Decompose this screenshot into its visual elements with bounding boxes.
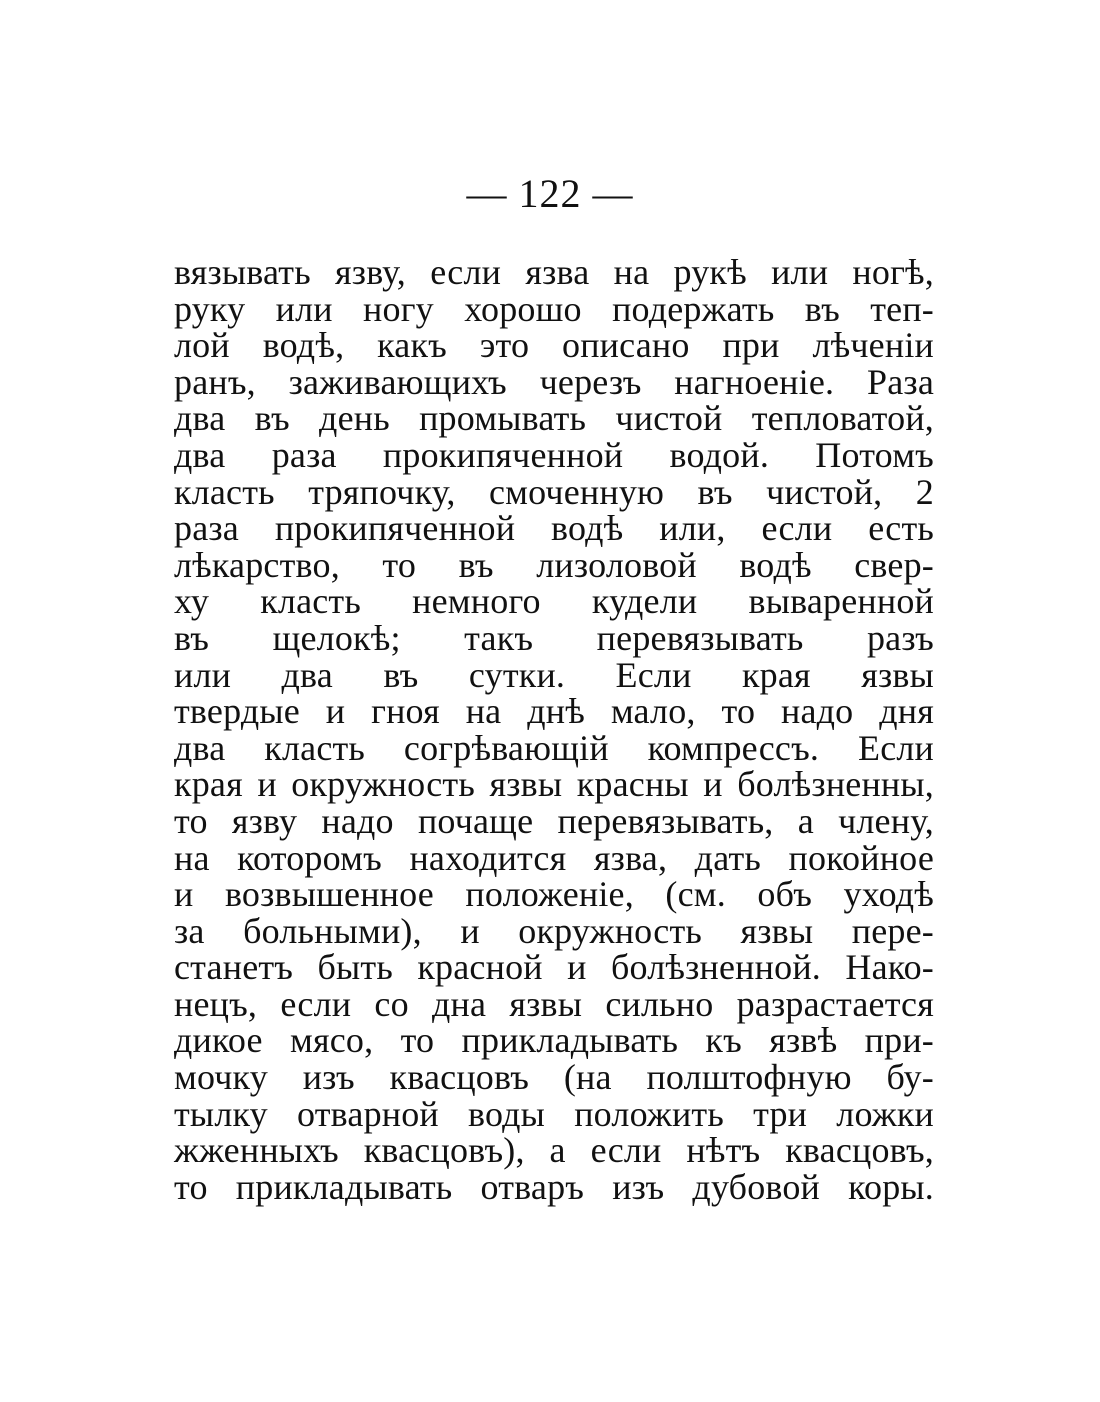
text-line: раза прокипяченной водѣ или, если есть: [174, 508, 934, 549]
text-line: лой водѣ, какъ это описано при лѣченіи: [174, 325, 934, 366]
text-line: вязывать язву, если язва на рукѣ или ногѣ,: [174, 252, 934, 292]
text-line: твердые и гноя на днѣ мало, то надо дня: [174, 691, 934, 732]
text-line: ранъ, заживающихъ черезъ нагноеніе. Раза: [174, 361, 934, 402]
page-number: — 122 —: [466, 171, 634, 216]
text-line: края и окружность язвы красны и болѣзненны,: [174, 764, 934, 805]
text-line: лѣкарство, то въ лизоловой водѣ свер-: [174, 544, 934, 585]
text-line: два въ день промывать чистой тепловатой,: [174, 398, 934, 439]
text-line: станетъ быть красной и болѣзненной. Нако-: [174, 947, 934, 988]
text-line: въ щелокѣ; такъ перевязывать разъ: [174, 617, 934, 658]
text-line: класть тряпочку, смоченную въ чистой, 2: [174, 471, 934, 512]
text-line: за больными), и окружность язвы пере-: [174, 910, 934, 951]
text-line: ху класть немного кудели вываренной: [174, 581, 934, 622]
text-line: то прикладывать отваръ изъ дубовой коры.: [174, 1166, 934, 1207]
text-line: мочку изъ квасцовъ (на полштофную бу-: [174, 1057, 934, 1098]
text-line: и возвышенное положеніе, (см. объ уходѣ: [174, 874, 934, 915]
text-line: нецъ, если со дна язвы сильно разрастается: [174, 983, 934, 1024]
text-line: два раза прокипяченной водой. Потомъ: [174, 434, 934, 475]
body-text: [174, 254, 934, 1205]
text-line: тылку отварной воды положить три ложки: [174, 1093, 934, 1134]
text-line: то язву надо почаще перевязывать, а члену,: [174, 800, 934, 841]
text-line: два класть согрѣвающій компрессъ. Если: [174, 727, 934, 768]
text-line: дикое мясо, то прикладывать къ язвѣ при-: [174, 1020, 934, 1061]
text-line: на которомъ находится язва, дать покойное: [174, 837, 934, 878]
text-line: или два въ сутки. Если края язвы: [174, 654, 934, 695]
text-line: руку или ногу хорошо подержать въ теп-: [174, 288, 934, 329]
text-line: жженныхъ квасцовъ), а если нѣтъ квасцовъ,: [174, 1130, 934, 1171]
